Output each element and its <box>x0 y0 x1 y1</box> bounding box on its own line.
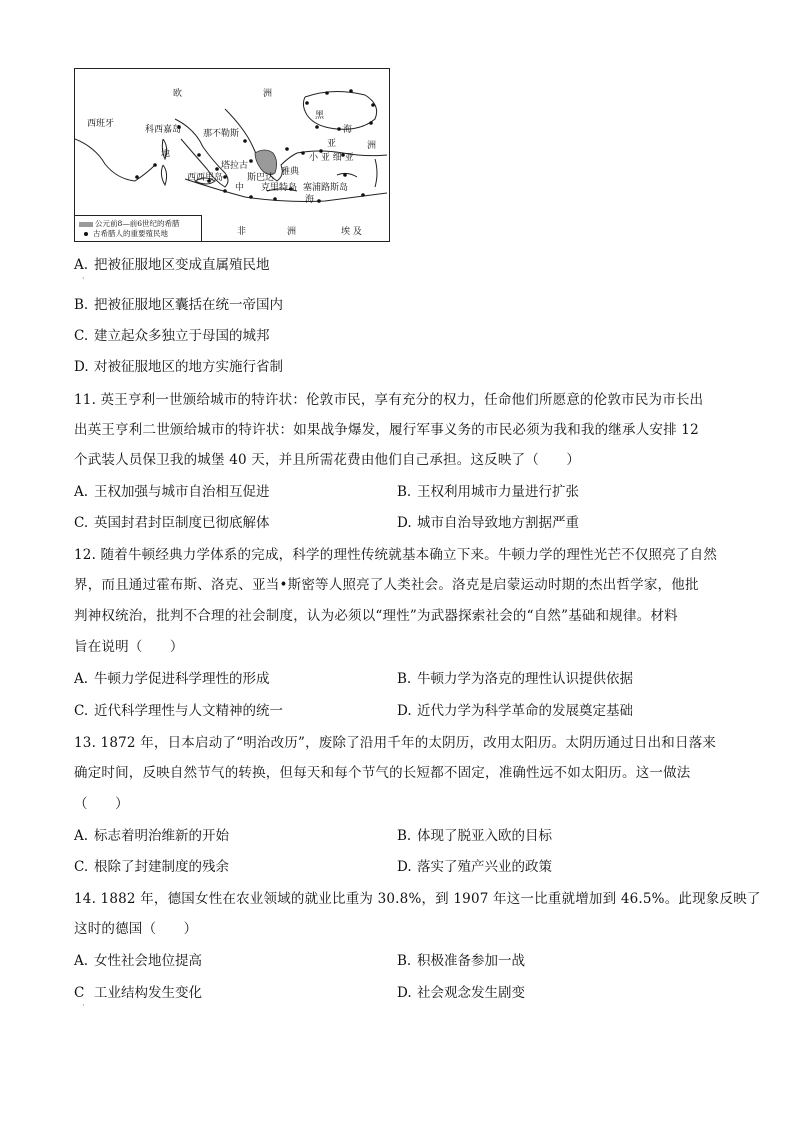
map-label-crete: 克里特岛 <box>261 183 298 193</box>
option-text: 积极准备参加一战 <box>417 953 525 969</box>
legend-swatch <box>79 222 93 227</box>
option-key: D. <box>74 359 89 375</box>
map-label-europe-1: 欧 <box>173 89 183 99</box>
option-text: 工业结构发生变化 <box>94 985 202 1001</box>
map-label-taranto: 塔拉古 <box>221 161 249 171</box>
option-text: 牛顿力学为洛克的理性认识提供依据 <box>417 671 633 687</box>
option-key: B. <box>397 484 412 500</box>
map-label-asia-1: 亚 <box>327 139 337 149</box>
map-label-africa-2: 洲 <box>287 227 297 237</box>
q11-stem-line-1: 11. 英王亨利一世颁给城市的特许状：伦敦市民，享有充分的权力，任命他们所愿意的伦敦市民为市长出 <box>74 392 704 408</box>
map-label-africa-1: 非 <box>237 227 247 237</box>
option-text: 英国封君封臣制度已彻底解体 <box>94 515 270 531</box>
map-label-cyprus: 塞浦路斯岛 <box>303 183 349 193</box>
map-label-asia-2: 洲 <box>367 141 377 151</box>
option-text: 牛顿力学促进科学理性的形成 <box>94 671 270 687</box>
option-text: 王权加强与城市自治相互促进 <box>94 484 270 500</box>
q11-option-b[interactable] <box>397 483 579 501</box>
q13-option-b[interactable] <box>397 827 552 845</box>
option-text: 近代科学理性与人文精神的统一 <box>94 703 283 719</box>
q11-option-c[interactable] <box>74 514 270 532</box>
q12-option-d[interactable] <box>397 702 633 720</box>
map-label-black-sea-1: 黑 <box>315 111 325 121</box>
map-label-di: 地 <box>161 149 171 159</box>
q14-stem-line-2: 这时的德国（ ） <box>74 921 198 937</box>
option-key: B. <box>397 671 412 687</box>
option-text: 社会观念发生剧变 <box>417 985 525 1001</box>
option-text: 根除了封建制度的残余 <box>94 859 229 875</box>
q14-option-b[interactable] <box>397 952 525 970</box>
q13-option-a[interactable] <box>74 827 229 845</box>
option-text: 体现了脱亚入欧的目标 <box>417 828 552 844</box>
legend-dot-icon <box>84 232 88 236</box>
q12-stem-line-4: 旨在说明（ ） <box>74 639 184 655</box>
q11-stem-line-3: 个武装人员保卫我的城堡 40 天，并且所需花费由他们自己承担。这反映了（ ） <box>74 452 581 468</box>
q12-option-a[interactable] <box>74 670 270 688</box>
legend-item-greece: 公元前8—前6世纪的希腊 <box>95 219 180 228</box>
option-key: C. <box>74 859 89 875</box>
option-key: C. <box>74 703 89 719</box>
map-label-asia-minor: 小 亚 细 亚 <box>309 153 354 163</box>
map-label-black-sea-2: 海 <box>343 125 353 135</box>
map-label-naples: 那不勒斯 <box>203 129 240 139</box>
option-key: D. <box>397 859 412 875</box>
map-legend <box>75 215 202 241</box>
option-key: C. <box>74 328 89 344</box>
option-key: B. <box>74 297 89 313</box>
q10-option-d[interactable] <box>74 358 283 376</box>
q13-option-c[interactable] <box>74 858 229 876</box>
q14-option-a[interactable] <box>74 952 202 970</box>
map-label-athens: 雅典 <box>281 167 300 177</box>
option-key: C. <box>74 515 89 531</box>
option-text: 把被征服地区囊括在统一帝国内 <box>94 297 283 313</box>
q12-stem-line-3: 判神权统治，批判不合理的社会制度，认为必须以“理性”为武器探索社会的“自然”基础和规律。材料 <box>74 608 678 624</box>
option-key: A. <box>74 828 89 844</box>
q11-stem-line-2: 出英王亨利二世颁给城市的特许状：如果战争爆发，履行军事义务的市民必须为我和我的继承人安排 12 <box>74 422 699 438</box>
option-key: D. <box>397 515 412 531</box>
map-label-hai: 海 <box>305 195 315 205</box>
q12-stem-line-2: 界，而且通过霍布斯、洛克、亚当•斯密等人照亮了人类社会。洛克是启蒙运动时期的杰出哲学家，他批 <box>74 577 699 593</box>
q14-option-c[interactable] <box>74 984 202 1002</box>
option-key: A. <box>74 671 89 687</box>
q12-stem-line-1: 12. 随着牛顿经典力学体系的完成，科学的理性传统就基本确立下来。牛顿力学的理性光芒不仅照亮了自然 <box>74 547 718 563</box>
option-text: 建立起众多独立于母国的城邦 <box>94 328 270 344</box>
option-key: A. <box>74 484 89 500</box>
q14-stem-line-1: 14. 1882 年，德国女性在农业领域的就业比重为 30.8%，到 1907 年这一比重就增加到 46.5%。此现象反映了 <box>74 891 761 907</box>
option-key: A. <box>74 953 89 969</box>
legend-item-colonies: 古希腊人的重要殖民地 <box>93 229 168 238</box>
q13-stem-line-2: 确定时间，反映自然节气的转换，但每天和每个节气的长短都不固定，准确性远不如太阳历。这一做法 <box>74 765 691 781</box>
option-text: 落实了殖产兴业的政策 <box>417 859 552 875</box>
q10-option-c[interactable] <box>74 327 270 345</box>
map-label-europe-2: 洲 <box>263 89 273 99</box>
q10-option-b[interactable] <box>74 296 283 314</box>
q12-option-c[interactable] <box>74 702 283 720</box>
option-text: 城市自治导致地方割据严重 <box>417 515 579 531</box>
exam-page: 欧 洲 西班牙 科西嘉岛 那不勒斯 黑 海 亚 洲 小 亚 细 亚 地 塔拉古 雅典 西西里岛 斯巴达 克里特岛 塞浦路斯岛 中 海 非 洲 埃 及 公元前8—前6世纪的希腊 古希腊人的重要殖民地 A. 把被征服地区变成直属殖民地 · B. 把被征服地区囊括在统一帝国内 C. 建立起众多独立于母国的城邦 D. 对被征服地区的地方实施行省制 11. 英王亨利一世颁给城市的特许状：伦敦市民，享有充分的权力，任命他们所愿意的伦敦市民为市长出 出英王亨利二世颁给城市的特许状：如果战争爆发，履行军事义务的市民必须为我和我的继承人安排 12 个武装人员保卫我的城堡 40 天，并且所需花费由他们自己承担。这反映了（ ） A. 王权加强与城市自治相互促进 B. 王权利用城市力量进行扩张 C. 英国封君封臣制度已彻底解体 D. 城市自治导致地方割据严重 12. 随着牛顿经典力学体系的完成，科学的理性传统就基本确立下来。牛顿力学的理性光芒不仅照亮了自然 界，而且通过霍布斯、洛克、亚当•斯密等人照亮了人类社会。洛克是启蒙运动时期的杰出哲学家，他批 判神权统治，批判不合理的社会制度，认为必须以“理性”为武器探索社会的“自然”基础和规律。材料 旨在说明（ ） A. 牛顿力学促进科学理性的形成 B. 牛顿力学为洛克的理性认识提供依据 C. 近代科学理性与人文精神的统一 D. 近代力学为科学革命的发展奠定基础 13. 1872 年，日本启动了“明治改历”，废除了沿用千年的太阴历，改用太阳历。太阴历通过日出和日落来 确定时间，反映自然节气的转换，但每天和每个节气的长短都不固定，准确性远不如太阳历。这一做法 （ ） A. 标志着明治维新的开始 B. 体现了脱亚入欧的目标 C. 根除了封建制度的残余 D. 落实了殖产兴业的政策 14. 1882 年，德国女性在农业领域的就业比重为 30.8%，到 1907 年这一比重就增加到 46.5%。此现象反映了 这时的德国（ ） A. 女性社会地位提高 B. 积极准备参加一战 C 工业结构发生变化 D. 社会观念发生剧变 · <box>0 0 794 1123</box>
option-text: 王权利用城市力量进行扩张 <box>417 484 579 500</box>
q14-option-d[interactable] <box>397 984 525 1002</box>
option-text: 把被征服地区变成直属殖民地 <box>94 257 270 273</box>
map-label-corsica: 科西嘉岛 <box>145 125 182 135</box>
q13-option-d[interactable] <box>397 858 552 876</box>
q11-option-d[interactable] <box>397 514 579 532</box>
option-text: 对被征服地区的地方实施行省制 <box>94 359 283 375</box>
map-label-sparta: 斯巴达 <box>247 173 275 183</box>
option-key: D. <box>397 985 412 1001</box>
q13-stem-line-1: 13. 1872 年，日本启动了“明治改历”，废除了沿用千年的太阴历，改用太阳历。太阴历通过日出和日落来 <box>74 735 717 751</box>
q11-option-a[interactable] <box>74 483 270 501</box>
option-key: B. <box>397 953 412 969</box>
option-key: B. <box>397 828 412 844</box>
option-key: D. <box>397 703 412 719</box>
q12-option-b[interactable] <box>397 670 633 688</box>
option-key: C <box>74 985 85 1001</box>
greek-colonies-map <box>74 68 390 242</box>
option-text: 近代力学为科学革命的发展奠定基础 <box>417 703 633 719</box>
option-text: 标志着明治维新的开始 <box>94 828 229 844</box>
q13-stem-line-3: （ ） <box>74 796 129 812</box>
q10-option-a[interactable] <box>74 256 270 274</box>
map-label-egypt: 埃 及 <box>341 227 362 237</box>
map-label-zhong: 中 <box>235 183 245 193</box>
option-text: 女性社会地位提高 <box>94 953 202 969</box>
map-label-sicily: 西西里岛 <box>187 173 224 183</box>
map-label-spain: 西班牙 <box>87 119 115 129</box>
option-key: A. <box>74 257 89 273</box>
